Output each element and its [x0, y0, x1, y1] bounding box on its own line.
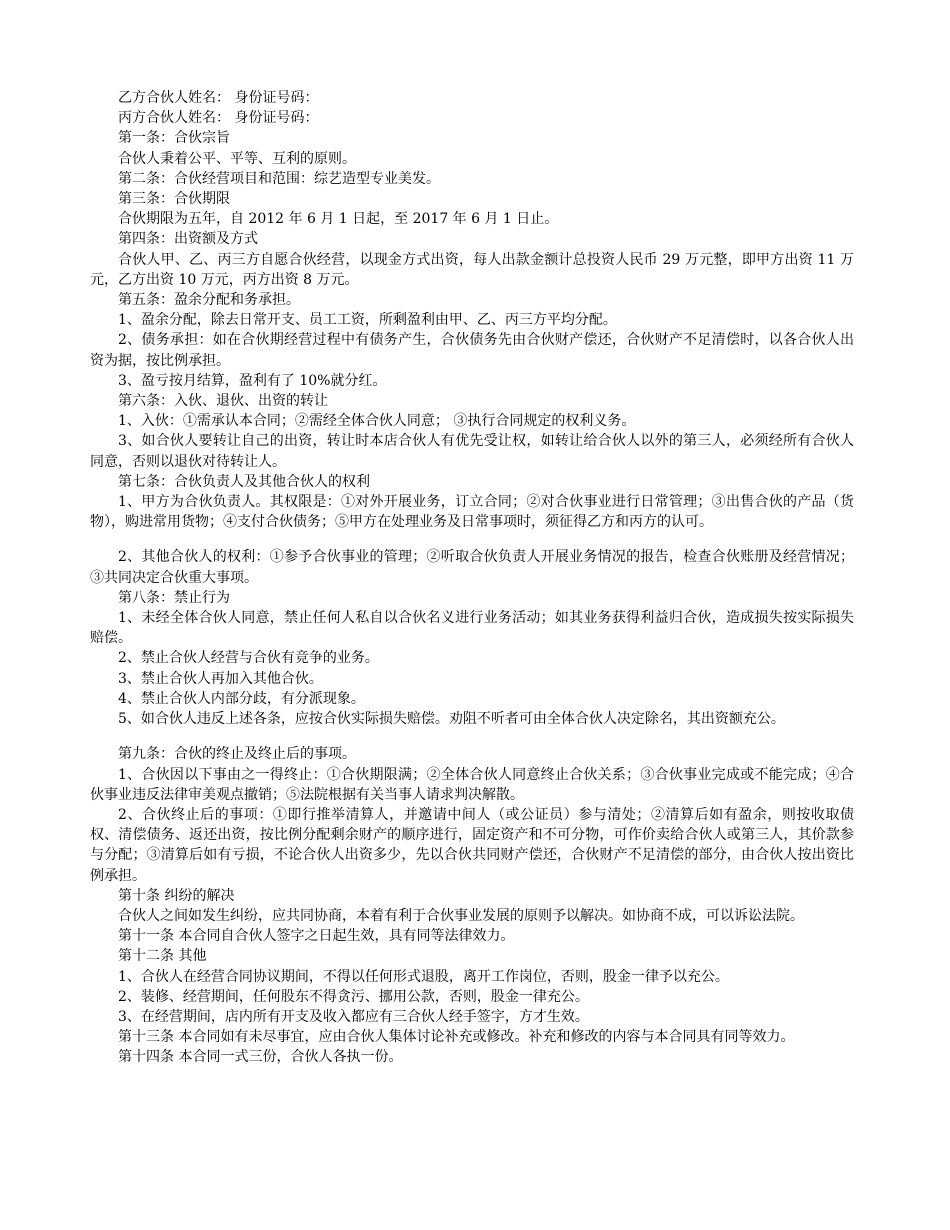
article-5-item-1: 1、盈余分配，除去日常开支、员工工资，所剩盈利由甲、乙、丙三方平均分配。: [118, 312, 617, 329]
article-12-item-2: 2、装修、经营期间，任何股东不得贪污、挪用公款，否则，股金一律充公。: [118, 988, 589, 1005]
article-10-heading: 第十条 纠纷的解决: [118, 887, 235, 904]
article-10-body: 合伙人之间如发生纠纷，应共同协商，本着有利于合伙事业发展的原则予以解决。如协商不成，可以诉讼法院。: [118, 907, 804, 924]
article-9-item-2: 2、合伙终止后的事项：①即行推举清算人，并邀请中间人（或公证员）参与清处；②清算后如有盈余，则按收取债权、清偿债务、返还出资，按比例分配剩余财产的顺序进行，固定资产和不可分物，可作价卖给合伙人或第三人，其价款参与分配；③清算后如有亏损，不论合伙人出资多少，先以合伙共同财产偿还，合伙财产不足清偿的部分，由合伙人按出资比例承担。: [90, 806, 854, 884]
article-12-item-3: 3、在经营期间，店内所有开支及收入都应有三合伙人经手签字，方才生效。: [118, 1008, 589, 1025]
article-12-item-1: 1、合伙人在经营合同协议期间，不得以任何形式退股，离开工作岗位，否则，股金一律予以充公。: [118, 968, 729, 985]
article-3-heading: 第三条：合伙期限: [118, 191, 230, 208]
article-4-heading: 第四条：出资额及方式: [118, 231, 258, 248]
article-8-item-1: 1、未经全体合伙人同意，禁止任何人私自以合伙名义进行业务活动；如其业务获得利益归合伙，造成损失按实际损失赔偿。: [90, 610, 854, 647]
article-1-body: 合伙人秉着公平、平等、互利的原则。: [118, 150, 356, 167]
article-8-item-4: 4、禁止合伙人内部分歧，有分派现象。: [118, 690, 365, 707]
contract-text: [90, 88, 854, 1068]
article-6-item-1: 1、入伙：①需承认本合同；②需经全体合伙人同意； ③执行合同规定的权利义务。: [118, 413, 636, 430]
article-7-heading: 第七条：合伙负责人及其他合伙人的权利: [118, 473, 370, 490]
article-12-heading: 第十二条 其他: [118, 948, 207, 965]
article-4-body: 合伙人甲、乙、丙三方自愿合伙经营，以现金方式出资，每人出款金额计总投资人民币 29 万元整，即甲方出资 11 万元，乙方出资 10 万元，丙方出资 8 万元。: [90, 251, 854, 288]
article-13: 第十三条 本合同如有未尽事宜，应由合伙人集体讨论补充或修改。补充和修改的内容与本合同具有同等效力。: [118, 1029, 795, 1046]
article-6-item-3: 3、如合伙人要转让自己的出资，转让时本店合伙人有优先受让权，如转让给合伙人以外的第三人，必须经所有合伙人同意，否则以退伙对待转让人。: [90, 433, 854, 470]
article-5-item-2: 2、债务承担：如在合伙期经营过程中有债务产生，合伙债务先由合伙财产偿还，合伙财产不足清偿时，以各合伙人出资为据，按比例承担。: [90, 332, 854, 369]
article-14: 第十四条 本合同一式三份，合伙人各执一份。: [118, 1049, 403, 1066]
article-6-heading: 第六条：入伙、退伙、出资的转让: [118, 393, 328, 410]
article-9-item-1: 1、合伙因以下事由之一得终止：①合伙期限满；②全体合伙人同意终止合伙关系；③合伙事业完成或不能完成；④合伙事业违反法律审美观点撤销；⑤法院根据有关当事人请求判决解散。: [90, 766, 854, 803]
article-3-body: 合伙期限为五年，自 2012 年 6 月 1 日起，至 2017 年 6 月 1 日止。: [118, 211, 559, 228]
party-c-line: 丙方合伙人姓名： 身份证号码：: [118, 110, 319, 127]
article-8-heading: 第八条：禁止行为: [118, 589, 230, 606]
article-7-item-2: 2、其他合伙人的权利：①参予合伙事业的管理；②听取合伙负责人开展业务情况的报告，检查合伙账册及经营情况；③共同决定合伙重大事项。: [90, 549, 854, 586]
article-11: 第十一条 本合同自合伙人签字之日起生效，具有同等法律效力。: [118, 928, 515, 945]
article-8-item-5: 5、如合伙人违反上述各条，应按合伙实际损失赔偿。劝阻不听者可由全体合伙人决定除名，其出资额充公。: [118, 711, 785, 728]
article-9-heading: 第九条：合伙的终止及终止后的事项。: [118, 746, 356, 763]
article-2-heading: 第二条：合伙经营项目和范围：综艺造型专业美发。: [118, 170, 440, 187]
article-1-heading: 第一条：合伙宗旨: [118, 130, 230, 147]
article-7-item-1: 1、甲方为合伙负责人。其权限是：①对外开展业务，订立合同；②对合伙事业进行日常管理；③出售合伙的产品（货物），购进常用货物；④支付合伙债务；⑤甲方在处理业务及日常事项时，须征得乙方和丙方的认可。: [90, 494, 854, 531]
party-b-line: 乙方合伙人姓名： 身份证号码：: [118, 90, 319, 106]
article-8-item-2: 2、禁止合伙人经营与合伙有竞争的业务。: [118, 650, 379, 667]
article-8-item-3: 3、禁止合伙人再加入其他合伙。: [118, 670, 323, 687]
article-5-heading: 第五条：盈余分配和务承担。: [118, 292, 300, 309]
article-5-item-3: 3、盈亏按月结算，盈利有了 10%就分红。: [118, 372, 387, 389]
